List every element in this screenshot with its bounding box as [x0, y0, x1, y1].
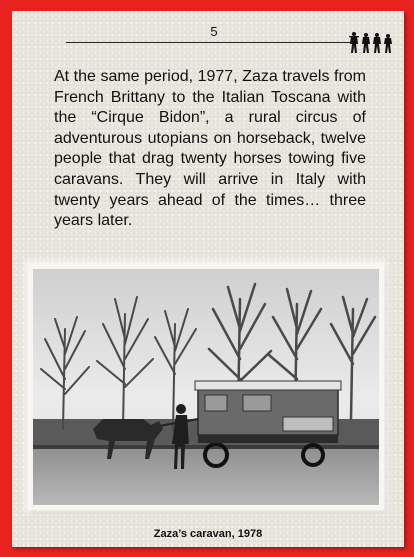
- photo-caption: Zaza’s caravan, 1978: [153, 528, 263, 540]
- caravan-photo: [33, 269, 379, 505]
- page-number: 5: [210, 24, 218, 39]
- walking-figures-icon: [349, 31, 395, 55]
- photo-frame: [28, 264, 384, 510]
- body-paragraph: At the same period, 1977, Zaza travels from French Brittany to the Italian Toscana with the “Cirque Bidon”, a rural circus of adventurous utopians on horseback, twelve people that drag twenty horses towing five caravans. They will arrive in Italy with twenty years ahead of the times… three years later.: [54, 68, 366, 230]
- header-rule: [66, 42, 352, 43]
- page: [12, 11, 404, 547]
